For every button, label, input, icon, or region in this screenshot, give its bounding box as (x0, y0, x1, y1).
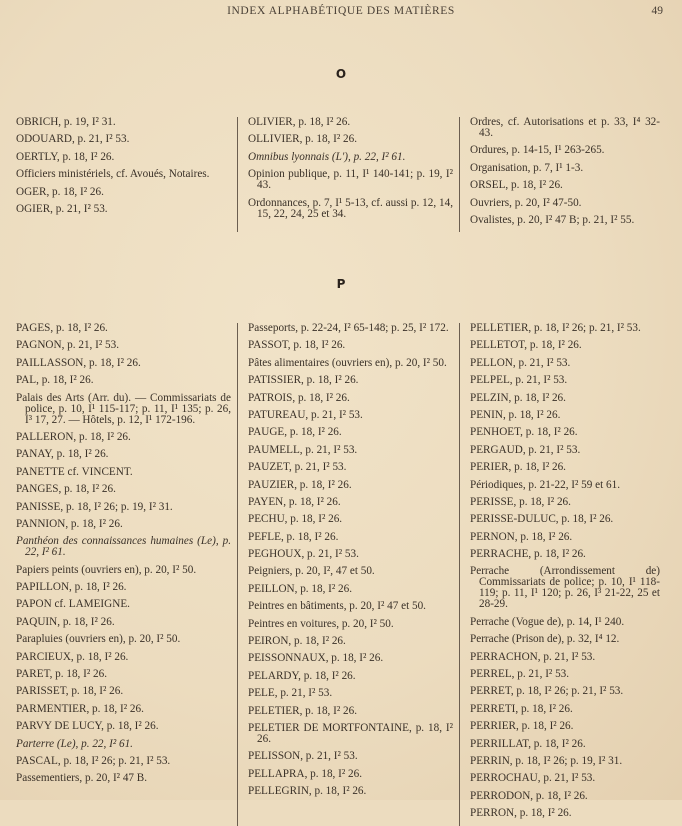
index-entry-text: Passementiers, p. 20, I² 47 B. (16, 772, 148, 785)
index-entry-text: ORSEL, p. 18, I² 26. (470, 179, 563, 192)
index-entry-text: Ouvriers, p. 20, I² 47-50. (470, 196, 582, 209)
index-entry-text: PAGES, p. 18, I² 26. (16, 322, 108, 334)
section-o-columns (16, 117, 666, 232)
index-entry (470, 180, 660, 191)
index-entry-text: Ordonnances, p. 7, I¹ 5-13, cf. aussi p. 12, 14, 15, 22, 24, 25 et 34. (248, 196, 453, 220)
index-entry-text: PAGNON, p. 21, I² 53. (16, 339, 120, 352)
page-number: 49 (651, 5, 663, 17)
index-entry-text: PELLEGRIN, p. 18, I² 26. (248, 785, 367, 798)
index-entry-text: Opinion publique, p. 11, I¹ 140-141; p. 19, I² 43. (248, 168, 453, 192)
index-entry (470, 669, 660, 680)
index-entry (470, 652, 660, 663)
index-entry-text: Perrache (Arrondissement de) Commissariats de police; p. 10, I¹ 118-119; p. 11, I¹ 120; p. 26, I³ 21-22, 25 et 28-29. (470, 565, 660, 611)
index-entry (16, 152, 231, 163)
index-entry-text: Parapluies (ouvriers en), p. 20, I² 50. (16, 633, 181, 646)
index-entry (248, 480, 453, 491)
index-entry (16, 582, 231, 593)
index-entry (470, 462, 660, 473)
index-entry (16, 652, 231, 663)
index-entry (248, 410, 453, 421)
index-entry (16, 187, 231, 198)
index-entry (470, 686, 660, 697)
index-entry (16, 432, 231, 443)
index-entry (248, 549, 453, 560)
index-entry-text: PERGAUD, p. 21, I² 53. (470, 443, 581, 456)
index-entry-text: PERRODON, p. 18, I² 26. (470, 789, 588, 802)
index-entry (16, 340, 231, 351)
index-entry (248, 198, 453, 220)
index-entry (470, 808, 660, 819)
index-entry-text: Peintres en bâtiments, p. 20, I² 47 et 50. (248, 600, 426, 613)
index-entry-text: PAL, p. 18, I² 26. (16, 374, 94, 387)
index-entry-text: PENIN, p. 18, I² 26. (470, 408, 561, 421)
index-entry (470, 215, 660, 226)
index-entry-text: Parterre (Le), p. 22, I² 61. (16, 737, 133, 750)
index-entry-text: PAYEN, p. 18, I² 26. (248, 495, 341, 508)
index-entry (248, 323, 453, 334)
index-entry-text: PEIRON, p. 18, I² 26. (248, 635, 346, 648)
index-entry-text: OLLIVIER, p. 18, I² 26. (248, 133, 357, 146)
index-entry-text: Officiers ministériels, cf. Avoués, Notaires. (16, 168, 210, 181)
index-entry (248, 462, 453, 473)
index-entry-text: PAPILLON, p. 18, I² 26. (16, 581, 127, 594)
index-entry (470, 739, 660, 750)
index-entry (470, 791, 660, 802)
index-entry (16, 467, 231, 478)
index-entry (470, 480, 660, 491)
index-entry (248, 514, 453, 525)
index-entry-text: PARVY DE LUCY, p. 18, I² 26. (16, 720, 159, 733)
index-entry (248, 375, 453, 386)
index-entry-text: Peintres en voitures, p. 20, I² 50. (248, 617, 394, 630)
index-entry-text: Perrache (Vogue de), p. 14, I¹ 240. (470, 615, 625, 628)
section-p-columns (16, 323, 666, 826)
index-entry-text: PERRACHE, p. 18, I² 26. (470, 548, 586, 561)
index-entry (470, 340, 660, 351)
index-entry-text: PELLAPRA, p. 18, I² 26. (248, 767, 362, 780)
index-entry-text: PARCIEUX, p. 18, I² 26. (16, 650, 129, 663)
index-entry (470, 410, 660, 421)
index-entry-text: PELETIER DE MORTFONTAINE, p. 18, I² 26. (248, 721, 453, 745)
index-entry (470, 721, 660, 732)
index-entry (248, 358, 453, 369)
index-entry-text: PAILLASSON, p. 18, I² 26. (16, 356, 141, 369)
index-entry (248, 671, 453, 682)
index-entry (16, 169, 231, 180)
index-entry-text: Papiers peints (ouvriers en), p. 20, I² 50. (16, 563, 197, 576)
index-entry-text: PAPON cf. LAMEIGNE. (16, 598, 130, 611)
index-entry-text: PERISSE-DULUC, p. 18, I² 26. (470, 513, 614, 526)
index-entry (248, 723, 453, 745)
index-entry (248, 393, 453, 404)
section-o-column-2 (238, 117, 460, 232)
index-entry-text: Organisation, p. 7, I¹ 1-3. (470, 161, 584, 174)
index-entry (16, 375, 231, 386)
index-entry-text: Panthéon des connaissances humaines (Le), p. 22, I² 61. (16, 535, 231, 559)
index-entry (16, 669, 231, 680)
index-entry-text: PANNION, p. 18, I² 26. (16, 517, 123, 530)
index-entry (16, 519, 231, 530)
index-entry (248, 445, 453, 456)
index-entry (248, 786, 453, 797)
index-entry-text: PELLETIER, p. 18, I² 26; p. 21, I² 53. (470, 322, 641, 334)
index-entry (470, 497, 660, 508)
index-entry (248, 134, 453, 145)
index-entry-text: OLIVIER, p. 18, I² 26. (248, 116, 351, 128)
index-entry (248, 584, 453, 595)
index-entry-text: PAQUIN, p. 18, I² 26. (16, 615, 115, 628)
index-entry-text: PATUREAU, p. 21, I² 53. (248, 408, 363, 421)
index-entry (470, 445, 660, 456)
index-entry-text: PERIER, p. 18, I² 26. (470, 461, 566, 474)
index-entry-text: PELPEL, p. 21, I² 53. (470, 374, 568, 387)
index-entry (16, 634, 231, 645)
index-entry (16, 393, 231, 426)
index-entry-text: OGIER, p. 21, I² 53. (16, 202, 108, 215)
section-o-column-3 (460, 117, 666, 232)
index-entry-text: Ordres, cf. Autorisations et p. 33, I⁴ 32-43. (470, 116, 660, 139)
index-entry-text: PELE, p. 21, I² 53. (248, 687, 333, 700)
index-entry-text: PATISSIER, p. 18, I² 26. (248, 374, 359, 387)
index-entry-text: OBRICH, p. 19, I² 31. (16, 116, 116, 128)
index-entry-text: PERRACHON, p. 21, I² 53. (470, 650, 596, 663)
index-entry (16, 565, 231, 576)
index-entry-text: PELISSON, p. 21, I² 53. (248, 750, 358, 763)
index-entry-text: Ordures, p. 14-15, I¹ 263-265. (470, 144, 605, 157)
index-entry (16, 134, 231, 145)
index-entry-text: PELLETOT, p. 18, I² 26. (470, 339, 582, 352)
index-entry (16, 739, 231, 750)
index-entry-text: PANGES, p. 18, I² 26. (16, 483, 116, 496)
index-entry (470, 198, 660, 209)
index-entry (248, 619, 453, 630)
index-entry (470, 549, 660, 560)
index-entry (16, 773, 231, 784)
index-entry-text: ODOUARD, p. 21, I² 53. (16, 133, 130, 146)
index-entry-text: OERTLY, p. 18, I² 26. (16, 150, 115, 163)
index-entry-text: PELZIN, p. 18, I² 26. (470, 391, 566, 404)
index-entry (470, 756, 660, 767)
index-entry-text: Omnibus lyonnais (L'), p. 22, I² 61. (248, 150, 406, 163)
index-entry-text: PERRIN, p. 18, I² 26; p. 19, I² 31. (470, 754, 623, 767)
index-entry-text: PECHU, p. 18, I² 26. (248, 513, 343, 526)
index-entry (16, 721, 231, 732)
index-entry (248, 706, 453, 717)
index-entry (248, 636, 453, 647)
section-p-column-1 (16, 323, 238, 826)
index-entry-text: OGER, p. 18, I² 26. (16, 185, 104, 198)
index-entry (470, 427, 660, 438)
index-entry-text: PANISSE, p. 18, I² 26; p. 19, I² 31. (16, 500, 173, 513)
index-entry-text: PELARDY, p. 18, I² 26. (248, 669, 356, 682)
running-title: INDEX ALPHABÉTIQUE DES MATIÈRES (227, 5, 455, 17)
index-entry-text: Palais des Arts (Arr. du). — Commissariats de police, p. 10, I¹ 115-117; p. 11, I¹ 135; p. 26, I³ 17, 27. — Hôtels, p. 12, I¹ 172-196. (16, 391, 231, 426)
index-entry (248, 497, 453, 508)
index-entry (248, 751, 453, 762)
section-o-column-1 (16, 117, 238, 232)
index-entry (248, 653, 453, 664)
index-entry-text: PERNON, p. 18, I² 26. (470, 530, 573, 543)
index-entry-text: Perrache (Prison de), p. 32, I⁴ 12. (470, 633, 620, 646)
index-entry (248, 117, 453, 128)
index-entry (16, 449, 231, 460)
index-entry-text: PALLERON, p. 18, I² 26. (16, 430, 131, 443)
index-entry-text: Peigniers, p. 20, I², 47 et 50. (248, 565, 375, 578)
index-entry (16, 599, 231, 610)
index-entry (248, 427, 453, 438)
index-entry (16, 617, 231, 628)
index-entry-text: PEFLE, p. 18, I² 26. (248, 530, 339, 543)
index-entry-text: PELLON, p. 21, I² 53. (470, 356, 571, 369)
index-entry (470, 704, 660, 715)
index-entry-text: Pâtes alimentaires (ouvriers en), p. 20, I² 50. (248, 356, 447, 369)
index-entry-text: PERRIER, p. 18, I² 26. (470, 720, 574, 733)
index-entry-text: PERISSE, p. 18, I² 26. (470, 495, 571, 508)
index-entry (470, 358, 660, 369)
index-entry-text: Périodiques, p. 21-22, I² 59 et 61. (470, 478, 621, 491)
index-entry (16, 204, 231, 215)
index-entry (248, 169, 453, 191)
index-entry (470, 393, 660, 404)
index-entry (16, 484, 231, 495)
index-entry (470, 117, 660, 139)
index-entry (16, 704, 231, 715)
index-entry-text: PARET, p. 18, I² 26. (16, 668, 107, 681)
index-entry-text: PASSOT, p. 18, I² 26. (248, 339, 346, 352)
index-entry-text: PANAY, p. 18, I² 26. (16, 448, 109, 461)
index-entry (16, 686, 231, 697)
index-entry-text: PERRILLAT, p. 18, I² 26. (470, 737, 586, 750)
index-entry (470, 323, 660, 334)
index-entry-text: PAUMELL, p. 21, I² 53. (248, 443, 358, 456)
section-letter-p: P (336, 277, 346, 291)
index-entry (16, 117, 231, 128)
index-entry (248, 769, 453, 780)
index-entry-text: PERRETI, p. 18, I² 26. (470, 702, 573, 715)
index-entry-text: PENHOET, p. 18, I² 26. (470, 426, 578, 439)
index-entry (248, 688, 453, 699)
index-entry-text: Ovalistes, p. 20, I² 47 B; p. 21, I² 55. (470, 213, 635, 226)
index-entry-text: PERRET, p. 18, I² 26; p. 21, I² 53. (470, 685, 624, 698)
index-entry (470, 163, 660, 174)
index-entry (16, 536, 231, 558)
index-entry (248, 152, 453, 163)
index-entry-text: PARISSET, p. 18, I² 26. (16, 685, 124, 698)
index-entry (470, 634, 660, 645)
index-entry (470, 532, 660, 543)
index-entry-text: PELETIER, p. 18, I² 26. (248, 704, 358, 717)
index-entry-text: PERROCHAU, p. 21, I² 53. (470, 772, 596, 785)
section-p-column-2 (238, 323, 460, 826)
index-entry (470, 617, 660, 628)
index-entry (470, 145, 660, 156)
index-entry-text: PEILLON, p. 18, I² 26. (248, 582, 353, 595)
index-entry (248, 566, 453, 577)
index-entry-text: PARMENTIER, p. 18, I² 26. (16, 702, 144, 715)
index-entry-text: PANETTE cf. VINCENT. (16, 465, 133, 478)
index-entry (470, 514, 660, 525)
index-entry-text: PEGHOUX, p. 21, I² 53. (248, 548, 359, 561)
index-entry-text: PERREL, p. 21, I² 53. (470, 668, 570, 681)
index-entry (248, 532, 453, 543)
index-entry-text: PEISSONNAUX, p. 18, I² 26. (248, 652, 384, 665)
index-entry (470, 773, 660, 784)
index-entry-text: PAUZET, p. 21, I² 53. (248, 461, 347, 474)
index-entry (248, 601, 453, 612)
index-entry (16, 756, 231, 767)
index-entry-text: Passeports, p. 22-24, I² 65-148; p. 25, I² 172. (248, 322, 449, 334)
index-entry-text: PAUGE, p. 18, I² 26. (248, 426, 342, 439)
index-entry-text: PAUZIER, p. 18, I² 26. (248, 478, 352, 491)
index-entry (16, 323, 231, 334)
index-entry (16, 502, 231, 513)
index-entry-text: PATROIS, p. 18, I² 26. (248, 391, 350, 404)
section-letter-o: O (335, 67, 347, 81)
index-entry-text: PERRON, p. 18, I² 26. (470, 807, 572, 820)
index-entry (470, 566, 660, 610)
section-p-column-3 (460, 323, 666, 826)
index-entry (470, 375, 660, 386)
index-entry-text: PASCAL, p. 18, I² 26; p. 21, I² 53. (16, 754, 171, 767)
index-entry (248, 340, 453, 351)
index-entry (16, 358, 231, 369)
